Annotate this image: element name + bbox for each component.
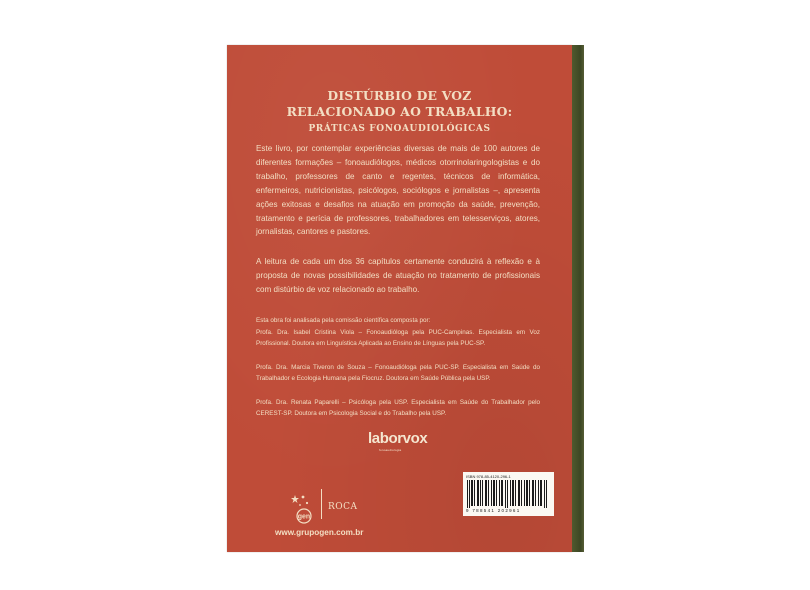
book-title-line-2: RELACIONADO AO TRABALHO: bbox=[286, 104, 513, 119]
committee-intro: Esta obra foi analisada pela comissão científica composta por: bbox=[256, 317, 431, 324]
laborvox-logo: laborvox bbox=[368, 430, 428, 447]
description-paragraph-2: A leitura de cada um dos 36 capítulos certamente conduzirá à reflexão e à proposta de novas possibilidades de atuação no tratamento de profissionais com distúrbio de voz relacionado ao trabalho. bbox=[256, 257, 540, 294]
book-back-cover bbox=[227, 45, 572, 552]
logo-divider bbox=[321, 489, 322, 519]
gen-logo-text: gen bbox=[297, 513, 311, 521]
description-paragraph-1: Este livro, por contemplar experiências diversas de mais de 100 autores de diferentes formações – fonoaudiólogos, médicos otorrinolaringologistas e do trabalho, professores de canto e regentes, técnicos de informática, enfermeiros, nutricionistas, psicólogos, sociólogos e jornalistas –, apresenta ações exitosas e desafios na atuação em promoção da saúde, prevenção, tratamento e perícia de professores, trabalhadores em telesserviços, atores, jornalistas, cantores e pastores. bbox=[256, 144, 540, 237]
book-title-line-1: DISTÚRBIO DE VOZ bbox=[327, 88, 472, 103]
book-spine bbox=[572, 45, 584, 552]
committee-member-1: Profa. Dra. Isabel Cristina Viola – Fonoaudióloga pela PUC-Campinas. Especialista em Voz Profissional. Doutora em Linguística Aplicada ao Ensino de Línguas pela PUC-SP. bbox=[256, 329, 540, 347]
book-subtitle: PRÁTICAS FONOAUDIOLÓGICAS bbox=[308, 124, 491, 134]
roca-logo: ROCA bbox=[328, 502, 358, 512]
gen-logo-icon bbox=[289, 491, 319, 525]
barcode bbox=[463, 472, 554, 516]
committee-member-2: Profa. Dra. Marcia Tiveron de Souza – Fonoaudióloga pela PUC-SP. Especialista em Saúde do Trabalhador e Ecologia Humana pela Fiocruz. Doutora em Saúde Pública pela USP. bbox=[256, 364, 540, 382]
isbn-label: ISBN 978-85-4120-296-1 bbox=[466, 474, 511, 479]
publisher-website: www.grupogen.com.br bbox=[275, 528, 364, 537]
barcode-digits: 9 788541 202961 bbox=[466, 508, 521, 513]
title-block bbox=[227, 88, 572, 134]
committee-member-3: Profa. Dra. Renata Paparelli – Psicóloga pela USP. Especialista em Saúde do Trabalhador pelo CEREST-SP. Doutora em Psicologia Social e do Trabalho pela USP. bbox=[256, 399, 540, 417]
laborvox-logo-tagline: fonoaudiologia bbox=[379, 448, 402, 452]
